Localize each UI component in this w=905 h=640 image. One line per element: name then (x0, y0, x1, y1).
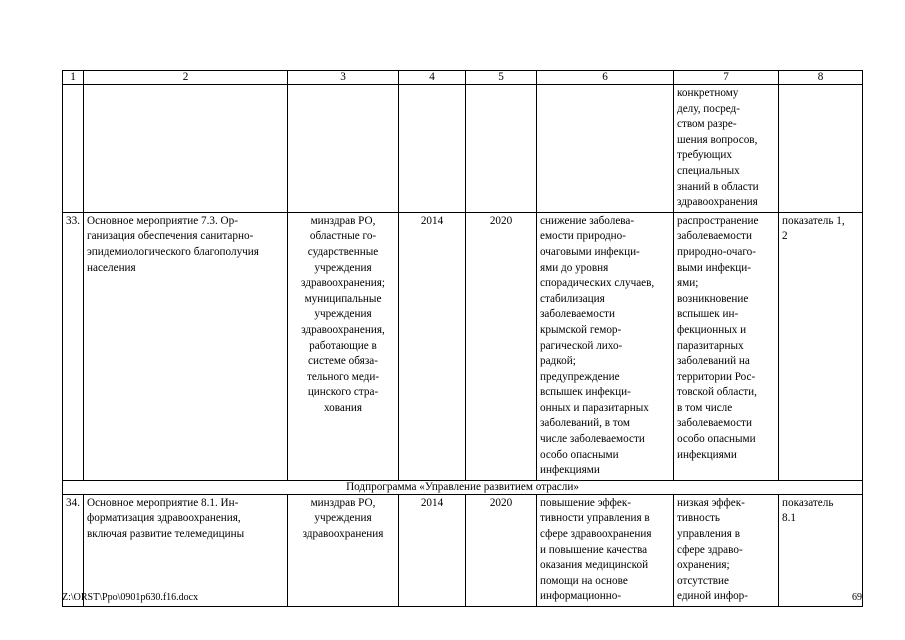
column-number-row (63, 71, 863, 85)
consequence-text: низкая эффек- тивность управления в сфере здраво- охранения; отсутствие единой инфор- (677, 496, 748, 603)
indicator: показатель 1, 2 (782, 214, 845, 243)
indicator: показатель 8.1 (782, 496, 834, 525)
column-number: 4 (399, 71, 466, 85)
start-year: 2014 (399, 212, 466, 480)
subprogram-row (63, 480, 863, 494)
column-number: 8 (779, 71, 863, 85)
file-path: Z:\ORST\Ppo\0901p630.f16.docx (62, 592, 199, 603)
row-number: 33. (63, 212, 84, 480)
executor: минздрав РО, областные го- сударственные учреждения здравоохранения; муниципальные учреждения здравоохранения, работающие в системе обяза- тельного меди- цинского стра- хования (301, 214, 385, 414)
column-number: 7 (674, 71, 779, 85)
consequence-text: конкретному делу, посред- ством разре- шения вопросов, требующих специальных знаний в области здравоохранения (677, 87, 759, 209)
expected-result: снижение заболева- емости природно- очаговыми инфекци- ями до уровня спорадических случаев, стабилизация заболеваемости крымской гемор- рагической лихо- радкой; предупреждение вспышек инфекци- онных и паразитарных заболеваний, в том числе заболеваемости особо опасными инфекциями (540, 214, 655, 477)
column-number: 5 (466, 71, 537, 85)
table-row-34 (63, 494, 863, 606)
measure-name: Основное мероприятие 7.3. Ор- ганизация обеспечения санитарно- эпидемиологического благополучия населения (87, 214, 259, 274)
executor: минздрав РО, учреждения здравоохранения (302, 496, 384, 541)
column-number: 1 (63, 71, 84, 85)
continuation-row (63, 85, 863, 213)
end-year: 2020 (466, 212, 537, 480)
column-number: 6 (537, 71, 674, 85)
expected-result: повышение эффек- тивности управления в сфере здравоохранения и повышение качества оказания медицинской помощи на основе информационно- (540, 496, 652, 603)
column-number: 2 (84, 71, 288, 85)
row-number: 34. (63, 494, 84, 606)
consequence-text: распространение заболеваемости природно-очаго- выми инфекци- ями; возникновение вспышек ин- фекционных и паразитарных заболеваний на территории Рос- товской области, в том числе заболеваемости особо опасными инфекциями (677, 214, 759, 461)
table-row-33 (63, 212, 863, 480)
page-number: 69 (852, 592, 862, 603)
subprogram-title: Подпрограмма «Управление развитием отрасли» (63, 480, 863, 494)
measure-name: Основное мероприятие 8.1. Ин- форматизация здравоохранения, включая развитие телемедицины (87, 496, 245, 541)
start-year: 2014 (399, 494, 466, 606)
measures-table (62, 70, 863, 607)
end-year: 2020 (466, 494, 537, 606)
column-number: 3 (288, 71, 399, 85)
